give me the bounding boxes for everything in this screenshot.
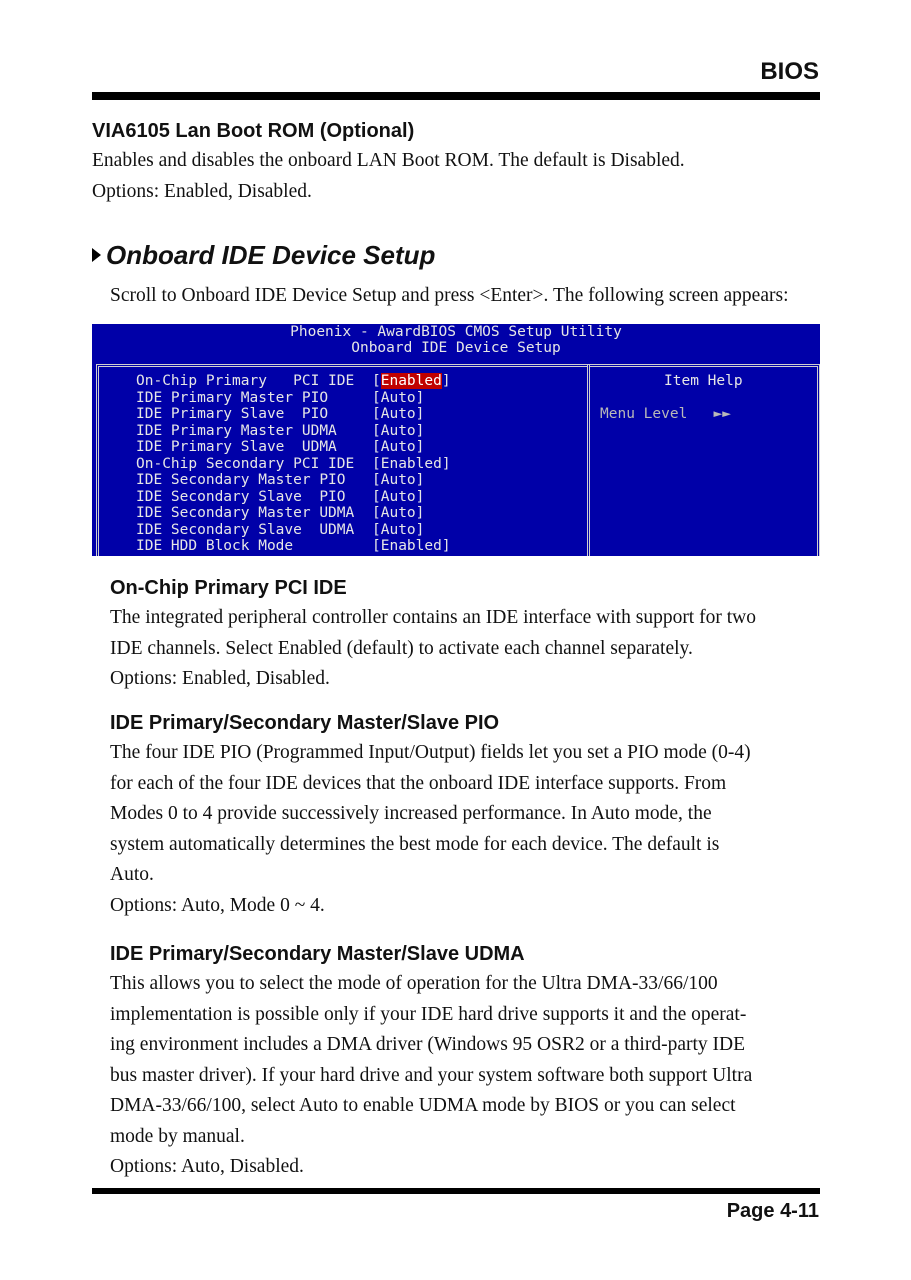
text-line: Options: Auto, Mode 0 ~ 4.: [110, 894, 325, 916]
text-line: Options: Enabled, Disabled.: [92, 180, 312, 202]
bios-row-label: IDE Secondary Master UDMA: [136, 505, 355, 521]
item-help-title: Item Help: [664, 373, 743, 389]
bios-row-value[interactable]: Auto: [380, 505, 416, 521]
bios-row-value[interactable]: Auto: [380, 521, 416, 538]
bios-row-label: IDE Secondary Slave UDMA: [136, 521, 355, 538]
bios-row[interactable]: On-Chip Secondary PCI IDE [Enabled]: [136, 455, 451, 472]
bios-row-value[interactable]: Auto: [380, 422, 416, 439]
udma-heading: IDE Primary/Secondary Master/Slave UDMA: [110, 943, 525, 965]
onchip-text: [110, 603, 756, 695]
double-arrow-icon: ►►: [713, 406, 731, 422]
bios-subtitle: Onboard IDE Device Setup: [351, 340, 561, 356]
bios-row-value-selected[interactable]: Enabled: [380, 373, 442, 389]
bios-row-label: IDE Primary Master PIO: [136, 389, 329, 406]
text-line: mode by manual.: [110, 1125, 245, 1147]
bios-row[interactable]: IDE Primary Master PIO [Auto]: [136, 389, 425, 406]
pio-text: [110, 738, 751, 921]
text-line: system automatically determines the best mode for each device. The default is: [110, 833, 720, 855]
bios-row-value[interactable]: Auto: [380, 389, 416, 406]
bios-help-panel: [587, 364, 820, 556]
bios-row-label: IDE HDD Block Mode: [136, 538, 294, 554]
section-title: [92, 240, 435, 271]
menu-level: [600, 406, 731, 422]
text-line: Modes 0 to 4 provide successively increased performance. In Auto mode, the: [110, 803, 712, 824]
bios-row-value[interactable]: Auto: [380, 472, 416, 488]
menu-level-label: Menu Level: [600, 406, 688, 422]
bios-row-label: On-Chip Primary PCI IDE: [136, 373, 355, 389]
bios-row-label: IDE Secondary Master PIO: [136, 472, 346, 488]
text-line: ing environment includes a DMA driver (Windows 95 OSR2 or a third-party IDE: [110, 1034, 746, 1055]
text-line: Scroll to Onboard IDE Device Setup and press <Enter>. The following screen appears:: [110, 285, 789, 306]
bios-row-value[interactable]: Auto: [380, 488, 416, 505]
bios-screenshot: [92, 324, 820, 556]
header-title: BIOS: [760, 58, 819, 85]
header-rule: [92, 92, 820, 100]
text-line: Options: Auto, Disabled.: [110, 1156, 304, 1177]
bios-row[interactable]: On-Chip Primary PCI IDE [Enabled]: [136, 373, 451, 389]
text-line: The four IDE PIO (Programmed Input/Output) fields let you set a PIO mode (0-4): [110, 742, 751, 763]
text-line: Options: Enabled, Disabled.: [110, 668, 330, 689]
bios-row-value[interactable]: Auto: [380, 439, 416, 455]
bios-row[interactable]: IDE Secondary Slave UDMA [Auto]: [136, 521, 425, 538]
bios-row[interactable]: IDE Primary Master UDMA [Auto]: [136, 422, 425, 439]
udma-text: [110, 969, 752, 1183]
onchip-heading: On-Chip Primary PCI IDE: [110, 577, 347, 599]
text-line: implementation is possible only if your IDE hard drive supports it and the operat-: [110, 1003, 747, 1025]
bios-row[interactable]: IDE Primary Slave UDMA [Auto]: [136, 439, 425, 455]
section-intro: [110, 281, 788, 312]
text-line: This allows you to select the mode of operation for the Ultra DMA-33/66/100: [110, 973, 718, 994]
bios-row-label: On-Chip Secondary PCI IDE: [136, 455, 355, 472]
bios-row[interactable]: IDE Secondary Master UDMA [Auto]: [136, 505, 425, 521]
text-line: Enables and disables the onboard LAN Boot ROM. The default is Disabled.: [92, 150, 685, 171]
bios-row[interactable]: IDE Secondary Slave PIO [Auto]: [136, 488, 425, 505]
footer-rule: [92, 1188, 820, 1194]
pio-heading: IDE Primary/Secondary Master/Slave PIO: [110, 712, 500, 734]
bios-row[interactable]: IDE Primary Slave PIO [Auto]: [136, 406, 425, 422]
bios-title: Phoenix - AwardBIOS CMOS Setup Utility: [290, 324, 622, 340]
page-number: Page 4-11: [726, 1200, 819, 1222]
bios-row[interactable]: IDE HDD Block Mode [Enabled]: [136, 538, 451, 554]
text-line: DMA-33/66/100, select Auto to enable UDMA mode by BIOS or you can select: [110, 1095, 736, 1116]
bios-row-value[interactable]: Enabled: [380, 538, 442, 554]
bios-row-label: IDE Primary Slave PIO: [136, 406, 329, 422]
text-line: The integrated peripheral controller contains an IDE interface with support for two: [110, 607, 756, 628]
text-line: bus master driver). If your hard drive and your system software both support Ultra: [110, 1064, 753, 1086]
bios-settings-list: [136, 373, 451, 555]
bios-row-value[interactable]: Auto: [380, 406, 416, 422]
bios-row-value[interactable]: Enabled: [380, 455, 442, 472]
bios-row-label: IDE Secondary Slave PIO: [136, 488, 346, 505]
bios-row-label: IDE Primary Slave UDMA: [136, 439, 337, 455]
triangle-bullet-icon: [92, 248, 101, 262]
bios-row[interactable]: IDE Secondary Master PIO [Auto]: [136, 472, 425, 488]
bios-row-label: IDE Primary Master UDMA: [136, 422, 337, 439]
text-line: Auto.: [110, 864, 154, 885]
lan-boot-heading: VIA6105 Lan Boot ROM (Optional): [92, 120, 415, 142]
lan-boot-text: [92, 146, 685, 207]
text-line: IDE channels. Select Enabled (default) to activate each channel separately.: [110, 637, 693, 659]
section-title-text: Onboard IDE Device Setup: [106, 240, 436, 270]
text-line: for each of the four IDE devices that the onboard IDE interface supports. From: [110, 772, 727, 794]
